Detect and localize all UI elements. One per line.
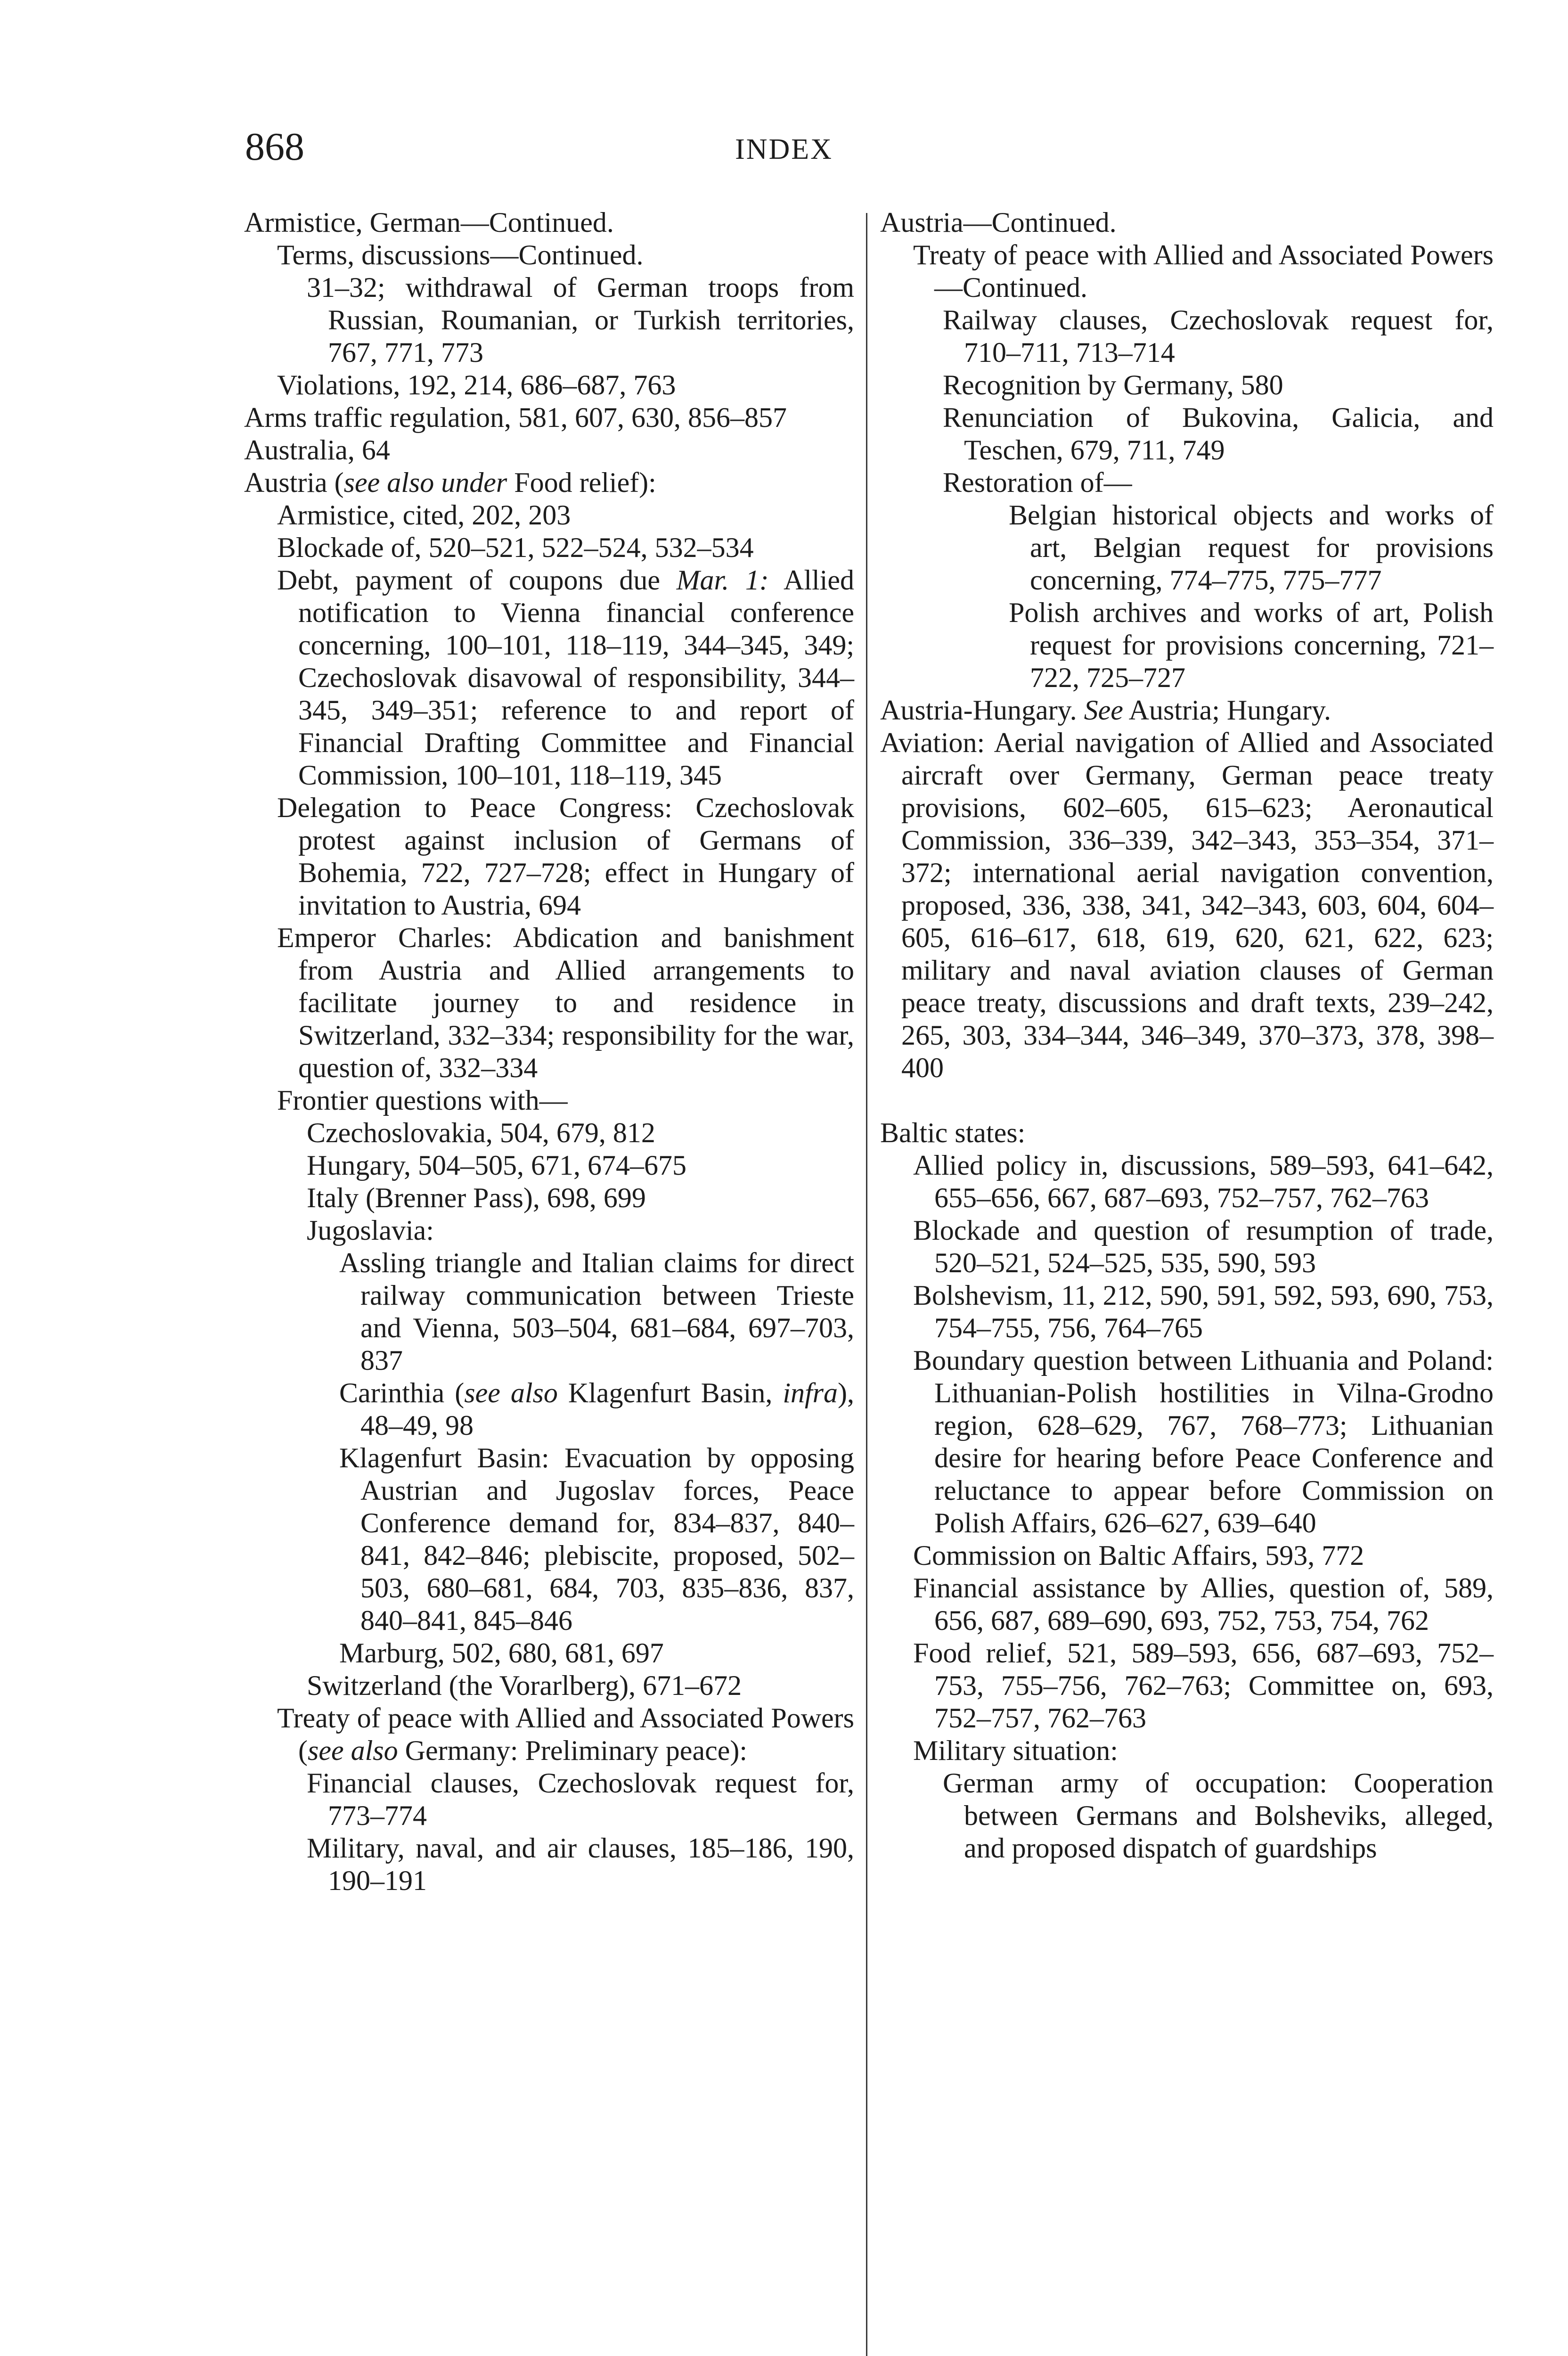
index-entry: Frontier questions with— bbox=[277, 1085, 568, 1116]
index-entry: Financial clauses, Czechoslovak request for, 773–774 bbox=[307, 1767, 854, 1831]
entry-text-part: Food relief): bbox=[507, 467, 656, 498]
column-divider bbox=[866, 213, 867, 2356]
index-entry: Railway clauses, Czechoslovak request for, 710–711, 713–714 bbox=[943, 304, 1494, 368]
index-column-left bbox=[244, 206, 854, 1897]
index-entry: Arms traffic regulation, 581, 607, 630, 856–857 bbox=[244, 402, 787, 433]
index-entry: Delegation to Peace Congress: Czechoslovak protest against inclusion of Germans of Bohemia, 722, 727–728; effect in Hungary of invitation to Austria, 694 bbox=[277, 792, 854, 921]
index-entry: Treaty of peace with Allied and Associated Powers—Continued. bbox=[913, 239, 1494, 303]
index-entry bbox=[339, 1377, 854, 1442]
index-entry: Emperor Charles: Abdication and banishment from Austria and Allied arrangements to facilitate journey to and residence in Switzerland, 332–334; responsibility for the war, question of, 332–334 bbox=[277, 922, 854, 1083]
index-entry: Austria—Continued. bbox=[880, 207, 1117, 238]
index-entry: 31–32; withdrawal of German troops from Russian, Roumanian, or Turkish territories, 767, 771, 773 bbox=[307, 272, 854, 368]
entry-text-part: Austria; Hungary. bbox=[1123, 695, 1331, 726]
index-entry: Klagenfurt Basin: Evacuation by opposing Austrian and Jugoslav forces, Peace Conference demand for, 834–837, 840–841, 842–846; plebiscite, proposed, 502–503, 680–681, 684, 703, 835–836, 837, 840–841, 845–846 bbox=[339, 1442, 854, 1636]
italic-text: See bbox=[1084, 695, 1123, 726]
index-entry bbox=[880, 694, 1494, 727]
entry-text-part: Debt, payment of coupons due bbox=[277, 564, 677, 596]
entry-text-part: Treaty of peace with Allied and Associated Powers ( bbox=[277, 1702, 854, 1766]
index-entry: Restoration of— bbox=[943, 467, 1132, 498]
italic-text: see also bbox=[307, 1735, 398, 1766]
index-entry: Commission on Baltic Affairs, 593, 772 bbox=[913, 1540, 1364, 1571]
index-entry: German army of occupation: Cooperation between Germans and Bolsheviks, alleged, and proposed dispatch of guardships bbox=[943, 1767, 1494, 1864]
index-entry bbox=[277, 564, 854, 792]
index-entry: Czechoslovakia, 504, 679, 812 bbox=[307, 1117, 655, 1148]
index-entry: Switzerland (the Vorarlberg), 671–672 bbox=[307, 1670, 742, 1701]
entry-text-part: Austria ( bbox=[244, 467, 344, 498]
index-entry: Financial assistance by Allies, question of, 589, 656, 687, 689–690, 693, 752, 753, 754, 762 bbox=[913, 1572, 1494, 1636]
index-entry: Food relief, 521, 589–593, 656, 687–693, 752–753, 755–756, 762–763; Committee on, 693, 752–757, 762–763 bbox=[913, 1637, 1494, 1734]
index-entry: Renunciation of Bukovina, Galicia, and Teschen, 679, 711, 749 bbox=[943, 402, 1494, 466]
index-entry: Recognition by Germany, 580 bbox=[943, 369, 1283, 401]
index-entry bbox=[244, 466, 854, 499]
index-entry: Jugoslavia: bbox=[307, 1215, 434, 1246]
index-entry: Marburg, 502, 680, 681, 697 bbox=[339, 1637, 664, 1669]
index-entry: Armistice, cited, 202, 203 bbox=[277, 499, 571, 531]
index-entry: Violations, 192, 214, 686–687, 763 bbox=[277, 369, 676, 401]
italic-text: Mar. 1: bbox=[676, 564, 769, 596]
entry-text-part: Germany: Preliminary peace): bbox=[398, 1735, 747, 1766]
entry-text-part: ), 48–49, 98 bbox=[360, 1377, 854, 1441]
index-entry: Bolshevism, 11, 212, 590, 591, 592, 593, 690, 753, 754–755, 756, 764–765 bbox=[913, 1280, 1494, 1343]
index-column-right bbox=[880, 206, 1494, 1865]
index-entry: Australia, 64 bbox=[244, 434, 390, 466]
index-entry: Aviation: Aerial navigation of Allied and Associated aircraft over Germany, German peace treaty provisions, 602–605, 615–623; Aeronautical Commission, 336–339, 342–343, 353–354, 371–372; international aerial navigation convention, proposed, 336, 338, 341, 342–343, 603, 604, 604–605, 616–617, 618, 619, 620, 621, 622, 623; military and naval aviation clauses of German peace treaty, discussions and draft texts, 239–242, 265, 303, 334–344, 346–349, 370–373, 378, 398–400 bbox=[880, 727, 1494, 1083]
index-entry: Military situation: bbox=[913, 1735, 1118, 1766]
index-entry: Boundary question between Lithuania and Poland: Lithuanian-Polish hostilities in Vilna-Grodno region, 628–629, 767, 768–773; Lithuanian desire for hearing before Peace Conference and reluctance to appear before Commission on Polish Affairs, 626–627, 639–640 bbox=[913, 1345, 1494, 1538]
index-entry: Allied policy in, discussions, 589–593, 641–642, 655–656, 667, 687–693, 752–757, 762–763 bbox=[913, 1150, 1494, 1213]
page-header bbox=[0, 123, 1568, 171]
index-entry: Assling triangle and Italian claims for direct railway communication between Trieste and Vienna, 503–504, 681–684, 697–703, 837 bbox=[339, 1247, 854, 1376]
index-entry: Hungary, 504–505, 671, 674–675 bbox=[307, 1150, 687, 1181]
italic-text: see also under bbox=[343, 467, 507, 498]
index-entry: Baltic states: bbox=[880, 1117, 1026, 1148]
index-entry: Blockade and question of resumption of trade, 520–521, 524–525, 535, 590, 593 bbox=[913, 1215, 1494, 1278]
index-entry: Italy (Brenner Pass), 698, 699 bbox=[307, 1182, 646, 1213]
entry-text-part: Klagenfurt Basin, bbox=[557, 1377, 783, 1408]
index-entry bbox=[277, 1702, 854, 1767]
italic-text: infra bbox=[783, 1377, 838, 1408]
entry-text-part: Carinthia ( bbox=[339, 1377, 465, 1408]
index-entry: Armistice, German—Continued. bbox=[244, 207, 614, 238]
index-entry: Military, naval, and air clauses, 185–186, 190, 190–191 bbox=[307, 1832, 854, 1896]
page-number: 868 bbox=[245, 125, 304, 169]
index-entry: Polish archives and works of art, Polish request for provisions concerning, 721–722, 725–727 bbox=[1009, 597, 1494, 693]
index-entry: Terms, discussions—Continued. bbox=[277, 239, 644, 270]
running-head-title: INDEX bbox=[735, 133, 833, 165]
index-entry: Blockade of, 520–521, 522–524, 532–534 bbox=[277, 532, 754, 563]
index-entry: Belgian historical objects and works of art, Belgian request for provisions concerning, 774–775, 775–777 bbox=[1009, 499, 1494, 596]
italic-text: see also bbox=[464, 1377, 558, 1408]
entry-text-part: Allied notification to Vienna financial conference concerning, 100–101, 118–119, 344–345, 349; Czechoslovak disavowal of responsibility, 344–345, 349–351; reference to and report of Financial Drafting Committee and Financial Commission, 100–101, 118–119, 345 bbox=[298, 564, 854, 791]
entry-text-part: Austria-Hungary. bbox=[880, 695, 1084, 726]
